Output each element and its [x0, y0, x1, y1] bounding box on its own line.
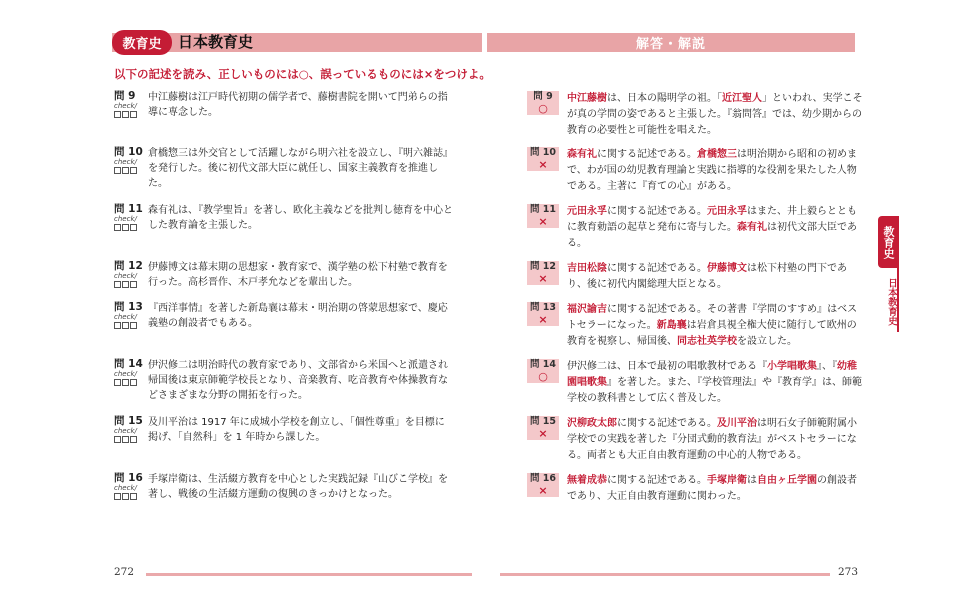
answer-text: [567, 261, 863, 293]
check-box[interactable]: [122, 224, 129, 231]
highlight-term: 倉橋惣三: [697, 149, 737, 160]
highlight-term: 近江聖人: [722, 93, 762, 104]
highlight-term: 自由ヶ丘学園: [757, 475, 817, 486]
check-box[interactable]: [130, 281, 137, 288]
answer-text: [567, 416, 863, 464]
question-number: 問 9: [114, 90, 136, 102]
question-number: 問 10: [114, 146, 143, 158]
question-number: 問 13: [114, 301, 143, 313]
check-box[interactable]: [122, 167, 129, 174]
footer-line-left: [146, 573, 472, 576]
highlight-term: 伊藤博文: [707, 263, 747, 274]
highlight-term: 森有礼: [567, 149, 597, 160]
highlight-term: 同志社英学校: [677, 336, 737, 347]
answer-text-segment: に関する記述である。: [607, 206, 707, 217]
question-item: [114, 415, 454, 455]
check-box[interactable]: [114, 167, 121, 174]
answer-badge: [527, 91, 559, 115]
check-box[interactable]: [114, 379, 121, 386]
check-box[interactable]: [130, 322, 137, 329]
highlight-term: 沢柳政太郎: [567, 418, 617, 429]
check-boxes: [114, 322, 148, 329]
answer-number: 問 16: [529, 473, 557, 484]
side-tab-subtitle: 日本教育史: [886, 278, 897, 326]
question-number: 問 11: [114, 203, 143, 215]
check-box[interactable]: [114, 493, 121, 500]
question-label: [114, 203, 148, 231]
answer-badge: [527, 147, 559, 171]
answer-number: 問 11: [529, 204, 557, 215]
question-text: 伊沢修二は明治時代の教育家であり、文部省から米国へと派遣され帰国後は東京師範学校長となり、音楽教育、吃音教育や体操教育などさまざまな分野の開拓を行った。: [148, 360, 448, 401]
answer-mark: ○: [538, 370, 548, 383]
answer-text-segment: に関する記述である。: [607, 263, 707, 274]
highlight-term: 森有礼: [737, 222, 767, 233]
highlight-term: 吉田松陰: [567, 263, 607, 274]
check-box[interactable]: [130, 379, 137, 386]
answer-text-segment: に関する記述である。: [607, 475, 707, 486]
answer-text: [567, 91, 863, 139]
answer-text-segment: は: [747, 475, 757, 486]
question-text: 及川平治は 1917 年に成城小学校を創立し、「個性尊重」を目標に掲げ、「自然科」を 1 年時から課した。: [148, 417, 445, 443]
answer-mark: ×: [538, 427, 548, 440]
section-tag: 教育史: [112, 30, 172, 55]
highlight-term: 新島襄: [656, 320, 687, 331]
answer-text-segment: に関する記述である。その著書『学問のすすめ』はベストセラーになった。: [567, 304, 858, 331]
answer-text-segment: 』を著した。また、『学校管理法』や『教育学』は、師範学校の教科書として広く普及した。: [567, 377, 862, 404]
question-text: 中江藤樹は江戸時代初期の儒学者で、藤樹書院を開いて門弟らの指導に専念した。: [148, 92, 448, 118]
highlight-term: 中江藤樹: [567, 93, 607, 104]
section-title: 日本教育史: [178, 33, 254, 51]
answer-badge: [527, 204, 559, 228]
question-label: [114, 415, 148, 443]
question-text: 『西洋事情』を著した新島襄は幕末・明治期の啓蒙思想家で、慶応義塾の創設者でもある。: [148, 303, 448, 329]
left-header-bar: [112, 33, 482, 52]
answer-text-segment: 伊沢修二は、日本で最初の唱歌教材である『: [567, 361, 767, 372]
answer-text-segment: は、日本の陽明学の祖。「: [607, 93, 722, 104]
answer-text-segment: は明石女子師範附属小学校での実践を著した『分団式動的教育法』がベストセラーになる。両者とも大正自由教育運動の中心的人物である。: [567, 418, 857, 461]
check-boxes: [114, 224, 148, 231]
question-item: [114, 301, 454, 341]
answer-text: [567, 147, 863, 195]
question-number: 問 16: [114, 472, 143, 484]
question-label: [114, 90, 148, 118]
instruction-text: 以下の記述を読み、正しいものには○、誤っているものには×をつけよ。: [114, 67, 491, 81]
check-label: check/: [114, 215, 137, 223]
answer-text: [567, 302, 863, 350]
answer-mark: ○: [538, 102, 548, 115]
check-box[interactable]: [122, 379, 129, 386]
highlight-term: 手塚岸衛: [707, 475, 747, 486]
answer-number: 問 12: [529, 261, 557, 272]
check-label: check/: [114, 427, 137, 435]
page-number-left: 272: [114, 566, 135, 578]
answers-title: 解答・解説: [635, 37, 706, 52]
check-boxes: [114, 111, 148, 118]
check-box[interactable]: [114, 436, 121, 443]
answer-badge: [527, 359, 559, 383]
check-box[interactable]: [122, 436, 129, 443]
check-box[interactable]: [114, 281, 121, 288]
answer-text-segment: は初代文部大臣である。: [567, 222, 857, 249]
answer-mark: ×: [538, 272, 548, 285]
answer-text-segment: に関する記述である。: [597, 149, 697, 160]
answer-number: 問 13: [529, 302, 557, 313]
check-boxes: [114, 379, 148, 386]
highlight-term: 元田永孚: [567, 206, 607, 217]
page-number-right: 273: [838, 566, 859, 578]
check-box[interactable]: [114, 322, 121, 329]
check-label: check/: [114, 370, 137, 378]
answer-text-segment: の創設者であり、大正自由教育運動に関わった。: [567, 475, 857, 502]
check-boxes: [114, 436, 148, 443]
check-label: check/: [114, 313, 137, 321]
highlight-term: 及川平治: [717, 418, 757, 429]
check-boxes: [114, 167, 148, 174]
check-label: check/: [114, 484, 137, 492]
check-box[interactable]: [114, 111, 121, 118]
question-item: [114, 146, 454, 189]
check-label: check/: [114, 158, 137, 166]
highlight-term: 無着成恭: [567, 475, 607, 486]
answer-mark: ×: [538, 313, 548, 326]
answer-number: 問 9: [533, 91, 553, 102]
question-label: [114, 146, 148, 174]
check-box[interactable]: [122, 281, 129, 288]
check-box[interactable]: [122, 111, 129, 118]
highlight-term: 福沢諭吉: [567, 304, 607, 315]
highlight-term: 幼稚園唱歌集: [567, 361, 857, 388]
question-label: [114, 472, 148, 500]
check-box[interactable]: [130, 493, 137, 500]
answer-text-segment: は明治期から昭和の初めまで、わが国の幼児教育理論と実践に指導的な役割を果たした人物である。主著に『育ての心』がある。: [567, 149, 857, 192]
answer-number: 問 14: [529, 359, 557, 370]
highlight-term: 小学唱歌集: [767, 361, 817, 372]
check-box[interactable]: [130, 224, 137, 231]
check-box[interactable]: [130, 436, 137, 443]
check-label: check/: [114, 102, 137, 110]
question-text: 伊藤博文は幕末期の思想家・教育家で、漢学塾の松下村塾で教育を行った。高杉晋作、木戸孝允などを輩出した。: [148, 262, 448, 288]
question-item: [114, 203, 454, 243]
question-text: 手塚岸衛は、生活綴方教育を中心とした実践記録『山びこ学校』を著し、戦後の生活綴方運動の復興のきっかけとなった。: [148, 474, 448, 500]
answer-badge: [527, 416, 559, 440]
answer-badge: [527, 473, 559, 497]
answer-text-segment: 」といわれ、実学こそが真の学問の姿であると主張した。『翁問答』では、幼少期からの教育の必要性と可能性を唱えた。: [567, 93, 863, 136]
question-item: [114, 472, 454, 512]
check-boxes: [114, 281, 148, 288]
question-number: 問 15: [114, 415, 143, 427]
footer-line-right: [500, 573, 830, 576]
answer-text-segment: 』、『: [817, 361, 837, 372]
answer-text-segment: は岩倉具視全権大使に随行して欧州の教育を視察し、帰国後、: [567, 320, 857, 347]
check-boxes: [114, 493, 148, 500]
answer-number: 問 10: [529, 147, 557, 158]
answer-badge: [527, 302, 559, 326]
question-label: [114, 358, 148, 386]
side-tab[interactable]: 教育史: [878, 216, 898, 268]
check-box[interactable]: [130, 167, 137, 174]
question-label: [114, 260, 148, 288]
question-item: [114, 358, 454, 401]
check-box[interactable]: [122, 493, 129, 500]
answer-text-segment: に関する記述である。: [617, 418, 717, 429]
check-box[interactable]: [114, 224, 121, 231]
answer-mark: ×: [538, 215, 548, 228]
right-header-bar: [487, 33, 855, 52]
check-box[interactable]: [130, 111, 137, 118]
answer-text: [567, 359, 863, 407]
answer-text: [567, 473, 863, 505]
answer-text: [567, 204, 863, 252]
question-number: 問 12: [114, 260, 143, 272]
question-text: 倉橋惣三は外交官として活躍しながら明六社を設立し、『明六雑誌』を発行した。後に初代文部大臣に就任し、国家主義教育を推進した。: [148, 148, 453, 189]
answer-mark: ×: [538, 484, 548, 497]
answer-text-segment: はまた、井上毅らとともに教育勅語の起草と発布に寄与した。: [567, 206, 857, 233]
answer-mark: ×: [538, 158, 548, 171]
check-label: check/: [114, 272, 137, 280]
answer-badge: [527, 261, 559, 285]
highlight-term: 元田永孚: [707, 206, 747, 217]
answer-text-segment: を設立した。: [737, 336, 797, 347]
question-text: 森有礼は、『教学聖旨』を著し、欧化主義などを批判し徳育を中心とした教育論を主張した。: [148, 205, 453, 231]
question-label: [114, 301, 148, 329]
answer-text-segment: は松下村塾の門下であり、後に初代内閣総理大臣となる。: [567, 263, 847, 290]
question-item: [114, 260, 454, 300]
question-item: [114, 90, 454, 130]
answer-number: 問 15: [529, 416, 557, 427]
question-number: 問 14: [114, 358, 143, 370]
check-box[interactable]: [122, 322, 129, 329]
